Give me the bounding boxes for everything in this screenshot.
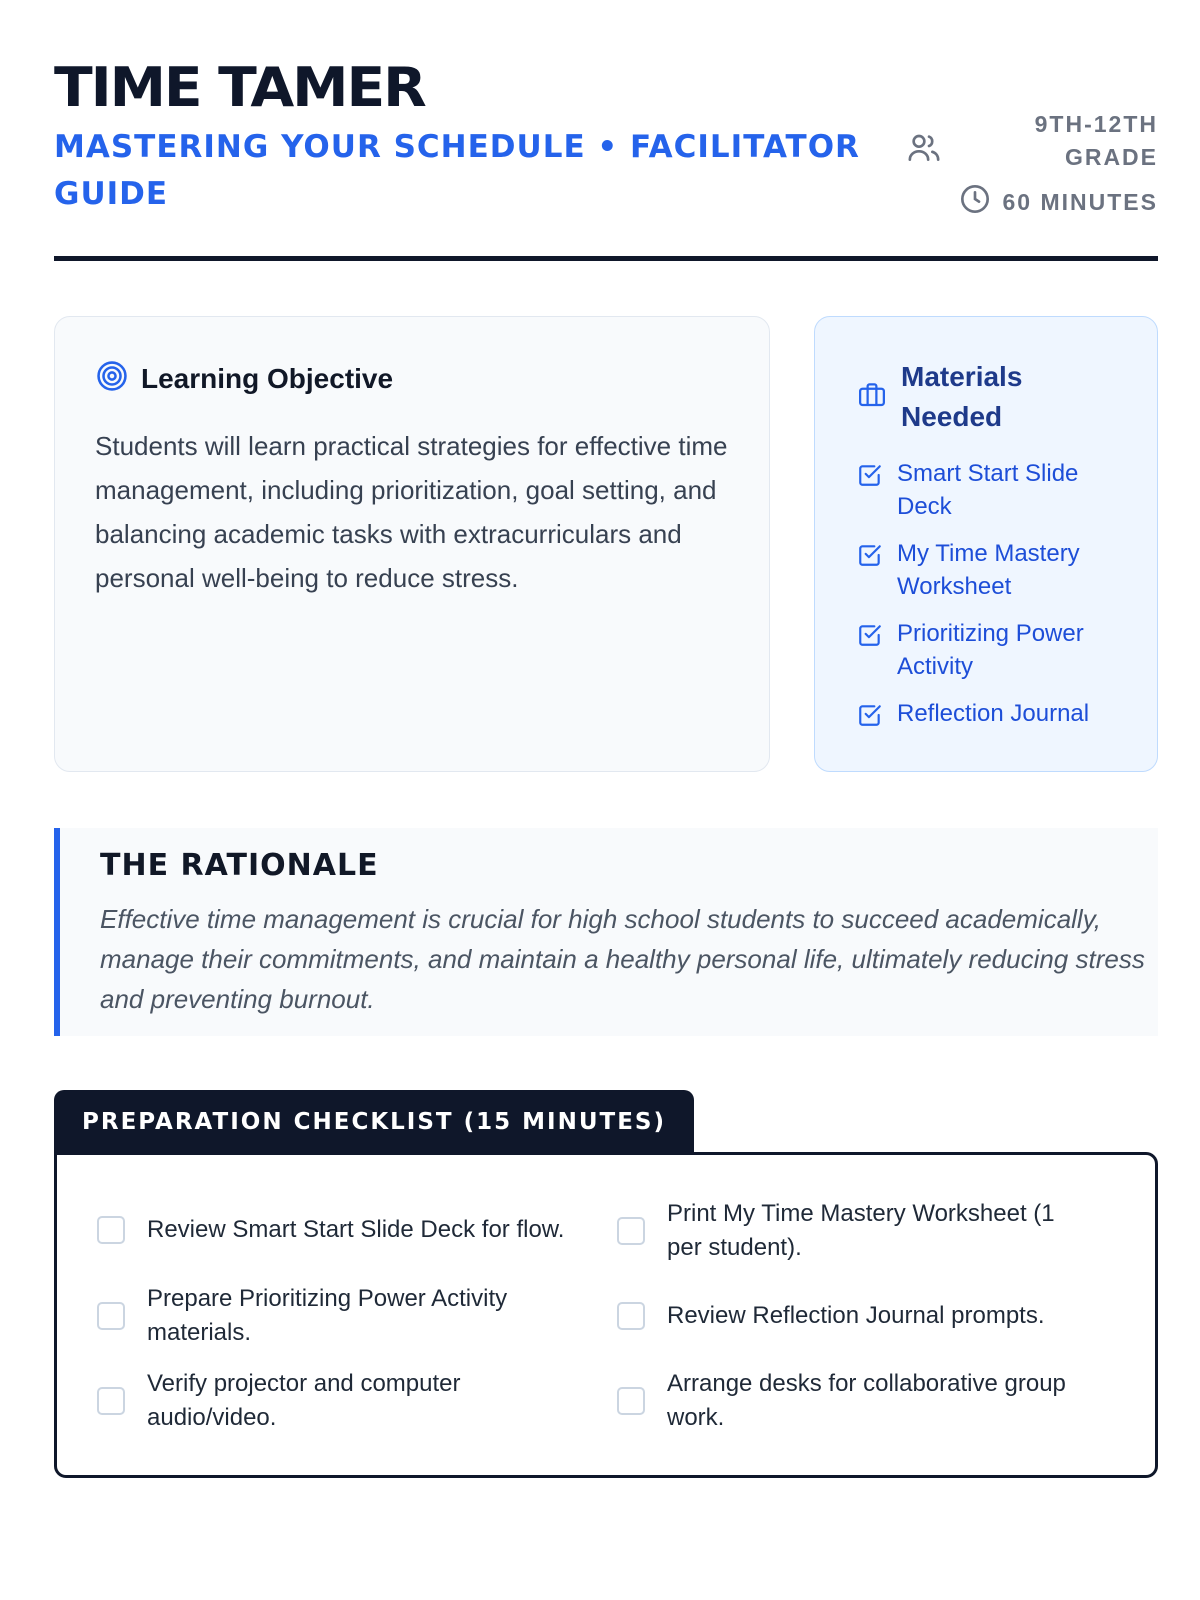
checkbox[interactable]: [617, 1217, 645, 1245]
checkbox-checked-icon: [857, 542, 883, 577]
checklist-item[interactable]: [617, 1367, 1087, 1435]
checklist-item[interactable]: [617, 1197, 1087, 1265]
checkbox[interactable]: [97, 1216, 125, 1244]
checklist-item[interactable]: [617, 1299, 1087, 1333]
checklist-item-label: Verify projector and computer audio/video.: [147, 1370, 461, 1431]
checklist-item[interactable]: [97, 1367, 567, 1435]
checklist-item-label: Review Smart Start Slide Deck for flow.: [147, 1216, 565, 1243]
checklist-item-label: Prepare Prioritizing Power Activity materials.: [147, 1285, 508, 1346]
checklist-heading: PREPARATION CHECKLIST (15 MINUTES): [82, 1109, 666, 1135]
objective-heading: Learning Objective: [141, 362, 394, 394]
checkbox[interactable]: [97, 1302, 125, 1330]
list-item: [857, 617, 1127, 683]
checklist-item[interactable]: [97, 1213, 567, 1247]
clock-icon: [959, 183, 991, 221]
material-label: Smart Start Slide Deck: [897, 460, 1079, 520]
materials-card: [814, 316, 1158, 772]
users-icon: [904, 128, 944, 168]
page-title: TIME TAMER: [54, 56, 425, 119]
checkbox-checked-icon: [857, 622, 883, 657]
preparation-checklist: [54, 1152, 1158, 1478]
grade-level: 9TH-12TH GRADE: [1034, 111, 1158, 170]
materials-heading: Materials Needed: [901, 361, 1023, 432]
rationale-section: [54, 828, 1158, 1036]
duration: [959, 183, 1158, 221]
material-label: Prioritizing Power Activity: [897, 620, 1084, 680]
list-item: [857, 537, 1127, 603]
header-divider: [54, 256, 1158, 261]
material-label: Reflection Journal: [897, 700, 1090, 727]
target-icon: [95, 359, 129, 398]
checkbox[interactable]: [617, 1302, 645, 1330]
checklist-item[interactable]: [97, 1282, 567, 1350]
list-item: [857, 457, 1127, 523]
checklist-item-label: Arrange desks for collaborative group work.: [667, 1370, 1066, 1431]
material-label: My Time Mastery Worksheet: [897, 540, 1080, 600]
checkbox-checked-icon: [857, 702, 883, 737]
checkbox-checked-icon: [857, 462, 883, 497]
list-item: [857, 697, 1127, 737]
page-subtitle: MASTERING YOUR SCHEDULE • FACILITATOR GUIDE: [54, 129, 860, 212]
checklist-item-label: Print My Time Mastery Worksheet (1 per student).: [667, 1200, 1055, 1261]
briefcase-icon: [857, 380, 887, 415]
checkbox[interactable]: [617, 1387, 645, 1415]
checklist-item-label: Review Reflection Journal prompts.: [667, 1302, 1045, 1329]
materials-list: [857, 457, 1127, 737]
duration-label: 60 MINUTES: [1002, 188, 1158, 215]
checklist-tab: [54, 1090, 694, 1154]
learning-objective-card: [54, 316, 770, 772]
rationale-text: Effective time management is crucial for high school students to succeed academically, manage their commitments, and maintain a healthy personal life, ultimately reducing stress and preventing burnout.: [100, 904, 1145, 1014]
checkbox[interactable]: [97, 1387, 125, 1415]
rationale-heading: THE RATIONALE: [100, 848, 379, 883]
objective-text: Students will learn practical strategies for effective time management, including prioritization, goal setting, and balancing academic tasks with extracurriculars and personal well-being to reduce stress.: [95, 431, 728, 593]
